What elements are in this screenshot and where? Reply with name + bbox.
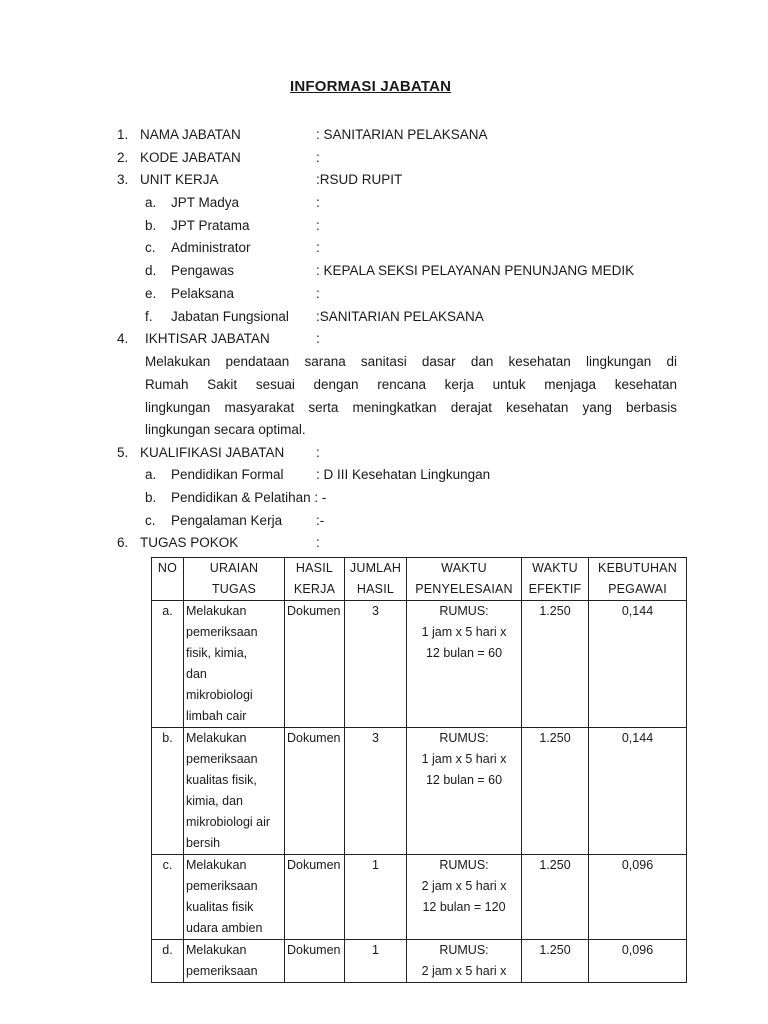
ikhtisar-line: lingkungan masyarakat serta meningkatkan derajat kesehatan yang berbasis [145, 400, 677, 415]
cell-waktu-penyelesaian: RUMUS: 1 jam x 5 hari x 12 bulan = 60 [407, 601, 522, 728]
item-label: UNIT KERJA [140, 172, 219, 187]
item-value: :RSUD RUPIT [316, 172, 403, 187]
sub-item-letter: d. [145, 263, 157, 278]
sub-item-label: Pendidikan Formal [171, 467, 284, 482]
cell-waktu-efektif: 1.250 [522, 728, 589, 855]
item-label: KODE JABATAN [140, 150, 241, 165]
cell-kebutuhan: 0,096 [589, 855, 687, 940]
item-label: NAMA JABATAN [140, 127, 241, 142]
sub-item-label: JPT Pratama [171, 218, 250, 233]
header-waktu-penyelesaian: WAKTU PENYELESAIAN [407, 558, 522, 601]
sub-item-label: Pelaksana [171, 286, 235, 301]
item-value: : SANITARIAN PELAKSANA [316, 127, 488, 142]
sub-item-value: : [316, 286, 320, 301]
sub-item-value: : [316, 218, 320, 233]
cell-jumlah: 1 [345, 855, 407, 940]
sub-item-value: :SANITARIAN PELAKSANA [316, 309, 484, 324]
item-value: : [316, 535, 320, 550]
item-label: KUALIFIKASI JABATAN [140, 445, 285, 460]
cell-kebutuhan: 0,144 [589, 601, 687, 728]
cell-waktu-penyelesaian: RUMUS: 2 jam x 5 hari x [407, 940, 522, 983]
cell-waktu-penyelesaian: RUMUS: 2 jam x 5 hari x 12 bulan = 120 [407, 855, 522, 940]
item-number: 2. [117, 150, 129, 165]
table-header-row [152, 558, 687, 601]
sub-item-value: : D III Kesehatan Lingkungan [316, 467, 491, 482]
cell-uraian: Melakukan pemeriksaan fisik, kimia, dan mikrobiologi limbah cair [184, 601, 285, 728]
sub-item-value: : [316, 195, 320, 210]
sub-item-label: Pengawas [171, 263, 235, 278]
cell-no: c. [152, 855, 184, 940]
table-row [152, 855, 687, 940]
sub-item-value: : KEPALA SEKSI PELAYANAN PENUNJANG MEDIK [316, 263, 635, 278]
cell-waktu-efektif: 1.250 [522, 940, 589, 983]
cell-no: a. [152, 601, 184, 728]
table-row [152, 601, 687, 728]
sub-item-label: Pengalaman Kerja [171, 513, 283, 528]
cell-jumlah: 1 [345, 940, 407, 983]
cell-no: d. [152, 940, 184, 983]
ikhtisar-line: lingkungan secara optimal. [145, 422, 306, 437]
item-number: 6. [117, 535, 129, 550]
cell-uraian: Melakukan pemeriksaan kualitas fisik udara ambien [184, 855, 285, 940]
item-label: TUGAS POKOK [140, 535, 239, 550]
cell-uraian: Melakukan pemeriksaan [184, 940, 285, 983]
header-waktu-efektif: WAKTU EFEKTIF [522, 558, 589, 601]
sub-item-letter: b. [145, 218, 157, 233]
item-number: 4. [117, 331, 129, 346]
header-jumlah-hasil: JUMLAH HASIL [345, 558, 407, 601]
sub-item-letter: e. [145, 286, 157, 301]
sub-item-letter: a. [145, 195, 157, 210]
cell-jumlah: 3 [345, 728, 407, 855]
sub-item-value: :- [316, 513, 325, 528]
cell-no: b. [152, 728, 184, 855]
sub-item-letter: b. [145, 490, 157, 505]
sub-item-letter: c. [145, 513, 156, 528]
cell-hasil-kerja: Dokumen [285, 940, 345, 983]
ikhtisar-line: Rumah Sakit sesuai dengan rencana kerja untuk menjaga kesehatan [145, 377, 677, 392]
ikhtisar-line: Melakukan pendataan sarana sanitasi dasar dan kesehatan lingkungan di [145, 354, 677, 369]
cell-kebutuhan: 0,096 [589, 940, 687, 983]
sub-item-label: Pendidikan & Pelatihan : - [171, 490, 327, 505]
page-title: INFORMASI JABATAN [290, 78, 452, 95]
header-no: NO [152, 558, 184, 601]
table-row [152, 940, 687, 983]
tugas-pokok-table [151, 557, 687, 983]
sub-item-label: JPT Madya [171, 195, 240, 210]
cell-hasil-kerja: Dokumen [285, 855, 345, 940]
item-label: IKHTISAR JABATAN [145, 331, 270, 346]
sub-item-label: Administrator [171, 240, 251, 255]
cell-hasil-kerja: Dokumen [285, 728, 345, 855]
cell-waktu-efektif: 1.250 [522, 601, 589, 728]
cell-waktu-penyelesaian: RUMUS: 1 jam x 5 hari x 12 bulan = 60 [407, 728, 522, 855]
cell-kebutuhan: 0,144 [589, 728, 687, 855]
header-kebutuhan-pegawai: KEBUTUHAN PEGAWAI [589, 558, 687, 601]
sub-item-letter: c. [145, 240, 156, 255]
cell-hasil-kerja: Dokumen [285, 601, 345, 728]
table-row [152, 728, 687, 855]
item-number: 1. [117, 127, 129, 142]
cell-waktu-efektif: 1.250 [522, 855, 589, 940]
item-value: : [316, 331, 320, 346]
sub-item-label: Jabatan Fungsional [171, 309, 289, 324]
header-uraian-tugas: URAIAN TUGAS [184, 558, 285, 601]
header-hasil-kerja: HASIL KERJA [285, 558, 345, 601]
sub-item-letter: f. [145, 309, 153, 324]
item-number: 5. [117, 445, 129, 460]
cell-jumlah: 3 [345, 601, 407, 728]
item-value: : [316, 150, 320, 165]
sub-item-value: : [316, 240, 320, 255]
sub-item-letter: a. [145, 467, 157, 482]
cell-uraian: Melakukan pemeriksaan kualitas fisik, kimia, dan mikrobiologi air bersih [184, 728, 285, 855]
item-number: 3. [117, 172, 129, 187]
item-value: : [316, 445, 320, 460]
